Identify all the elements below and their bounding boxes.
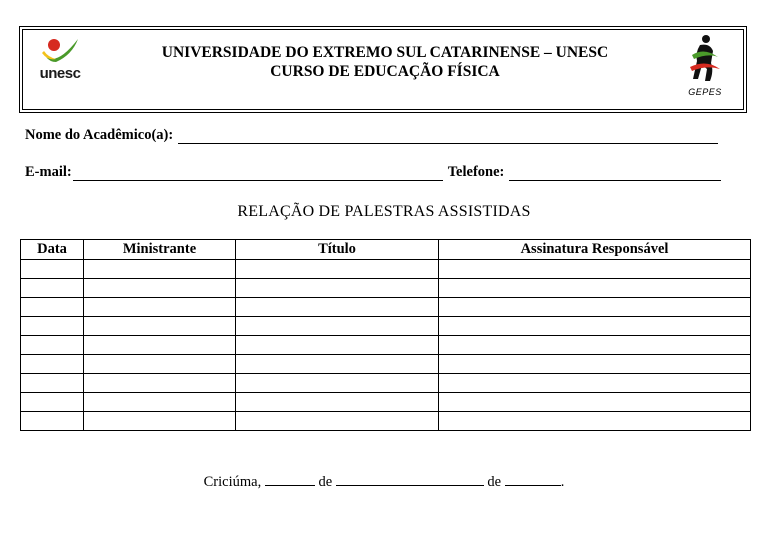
table-cell-date[interactable] (21, 355, 84, 374)
gepes-logo-text: GEPES (688, 87, 722, 97)
table-row (21, 374, 751, 393)
table-cell-date[interactable] (21, 260, 84, 279)
de-label-1: de (318, 474, 333, 490)
table-cell-date[interactable] (21, 317, 84, 336)
table-cell-title[interactable] (236, 260, 439, 279)
course-name: CURSO DE EDUCAÇÃO FÍSICA (270, 63, 500, 80)
table-cell-signature[interactable] (439, 317, 751, 336)
table-cell-signature[interactable] (439, 298, 751, 317)
table-cell-date[interactable] (21, 374, 84, 393)
page-title (120, 43, 650, 81)
unesc-logo (32, 35, 88, 83)
table-row (21, 336, 751, 355)
email-field[interactable] (73, 166, 443, 181)
city-label: Criciúma, (203, 474, 262, 490)
table-cell-title[interactable] (236, 393, 439, 412)
table-row (21, 412, 751, 431)
unesc-leaf-icon (32, 35, 88, 69)
table-cell-date[interactable] (21, 393, 84, 412)
header-box (19, 26, 747, 113)
footer-period: . (560, 474, 565, 490)
table-cell-speaker[interactable] (84, 298, 236, 317)
year-field[interactable] (505, 473, 561, 486)
table-cell-title[interactable] (236, 279, 439, 298)
table-cell-speaker[interactable] (84, 279, 236, 298)
university-name: UNIVERSIDADE DO EXTREMO SUL CATARINENSE – UNESC (161, 44, 609, 61)
table-cell-speaker[interactable] (84, 317, 236, 336)
table-row (21, 393, 751, 412)
table-cell-title[interactable] (236, 317, 439, 336)
name-label: Nome do Acadêmico(a): (25, 127, 174, 143)
name-field-row (25, 127, 718, 144)
table-cell-title[interactable] (236, 374, 439, 393)
de-label-2: de (487, 474, 502, 490)
lectures-table (20, 239, 751, 431)
contact-field-row (25, 164, 721, 181)
table-cell-title[interactable] (236, 355, 439, 374)
table-cell-signature[interactable] (439, 412, 751, 431)
table-cell-signature[interactable] (439, 279, 751, 298)
table-cell-title[interactable] (236, 298, 439, 317)
day-field[interactable] (265, 473, 315, 486)
unesc-logo-text: unesc (39, 65, 81, 82)
table-cell-date[interactable] (21, 279, 84, 298)
section-title: RELAÇÃO DE PALESTRAS ASSISTIDAS (237, 203, 531, 220)
table-cell-speaker[interactable] (84, 355, 236, 374)
table-cell-speaker[interactable] (84, 393, 236, 412)
phone-label: Telefone: (447, 164, 505, 180)
table-row (21, 317, 751, 336)
column-header-signature: Assinatura Responsável (439, 240, 751, 260)
column-header-date: Data (21, 240, 84, 260)
footer-date-line (0, 473, 768, 491)
column-header-speaker: Ministrante (84, 240, 236, 260)
table-cell-speaker[interactable] (84, 412, 236, 431)
column-header-title: Título (236, 240, 439, 260)
table-cell-date[interactable] (21, 298, 84, 317)
table-cell-date[interactable] (21, 412, 84, 431)
table-row (21, 298, 751, 317)
table-row (21, 355, 751, 374)
table-cell-title[interactable] (236, 412, 439, 431)
table-row (21, 279, 751, 298)
athlete-icon (680, 33, 730, 89)
table-cell-signature[interactable] (439, 393, 751, 412)
gepes-logo (680, 33, 730, 107)
table-cell-signature[interactable] (439, 374, 751, 393)
table-header-row (21, 240, 751, 260)
table-cell-speaker[interactable] (84, 374, 236, 393)
table-cell-speaker[interactable] (84, 336, 236, 355)
email-label: E-mail: (25, 164, 72, 180)
table-cell-title[interactable] (236, 336, 439, 355)
month-field[interactable] (336, 473, 484, 486)
table-cell-date[interactable] (21, 336, 84, 355)
name-field[interactable] (178, 129, 718, 144)
table-row (21, 260, 751, 279)
table-cell-signature[interactable] (439, 336, 751, 355)
table-cell-speaker[interactable] (84, 260, 236, 279)
table-cell-signature[interactable] (439, 260, 751, 279)
phone-field[interactable] (509, 166, 721, 181)
table-cell-signature[interactable] (439, 355, 751, 374)
